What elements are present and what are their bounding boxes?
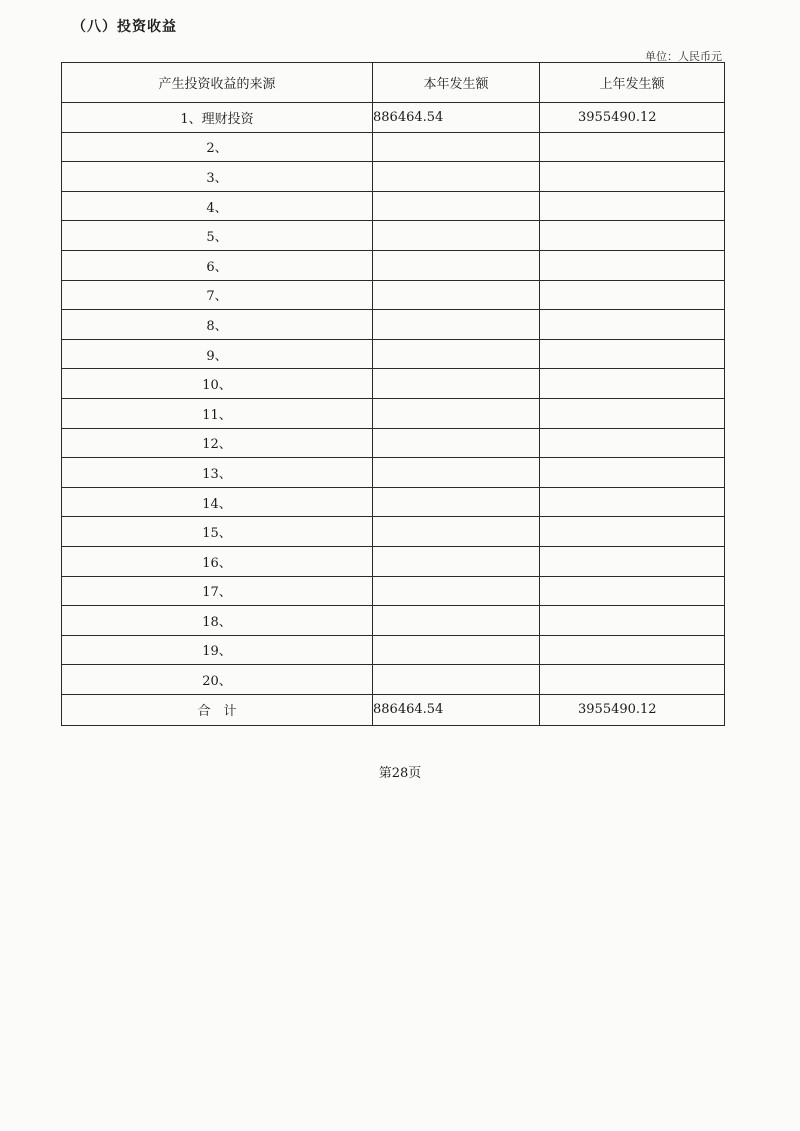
table-row <box>62 310 725 340</box>
row-source: 15、 <box>62 517 373 547</box>
row-prior-year <box>540 250 725 280</box>
table-row <box>62 487 725 517</box>
header-current-year: 本年发生额 <box>373 63 540 103</box>
table-row <box>62 162 725 192</box>
table-row <box>62 635 725 665</box>
investment-income-table <box>61 62 725 726</box>
row-source: 13、 <box>62 458 373 488</box>
unit-label: 单位：人民币元 <box>645 50 722 63</box>
table-row <box>62 517 725 547</box>
table-row <box>62 398 725 428</box>
table-row <box>62 250 725 280</box>
row-source: 8、 <box>62 310 373 340</box>
row-source: 19、 <box>62 635 373 665</box>
row-source: 20、 <box>62 665 373 695</box>
row-prior-year <box>540 665 725 695</box>
total-label: 合 计 <box>62 694 373 725</box>
row-source: 17、 <box>62 576 373 606</box>
row-current-year <box>373 606 540 636</box>
row-prior-year <box>540 428 725 458</box>
row-current-year <box>373 487 540 517</box>
row-prior-year <box>540 280 725 310</box>
row-current-year <box>373 576 540 606</box>
row-current-year <box>373 546 540 576</box>
row-current-year <box>373 458 540 488</box>
row-current-year <box>373 398 540 428</box>
row-source: 10、 <box>62 369 373 399</box>
row-prior-year <box>540 458 725 488</box>
row-prior-year <box>540 487 725 517</box>
table-row <box>62 606 725 636</box>
row-current-year <box>373 280 540 310</box>
row-current-year <box>373 665 540 695</box>
table-row <box>62 546 725 576</box>
table-row <box>62 280 725 310</box>
row-prior-year <box>540 546 725 576</box>
total-prior-year: 3955490.12 <box>540 694 725 725</box>
table-row <box>62 369 725 399</box>
row-prior-year <box>540 517 725 547</box>
table-row <box>62 428 725 458</box>
row-source: 3、 <box>62 162 373 192</box>
row-source: 4、 <box>62 191 373 221</box>
row-source: 6、 <box>62 250 373 280</box>
section-title: （八）投资收益 <box>72 19 177 35</box>
row-source: 16、 <box>62 546 373 576</box>
table-row <box>62 132 725 162</box>
row-current-year <box>373 250 540 280</box>
row-current-year <box>373 635 540 665</box>
row-prior-year <box>540 369 725 399</box>
row-prior-year <box>540 221 725 251</box>
row-current-year <box>373 221 540 251</box>
row-prior-year <box>540 606 725 636</box>
row-prior-year <box>540 576 725 606</box>
row-current-year <box>373 191 540 221</box>
total-row <box>62 694 725 725</box>
row-source: 1、理财投资 <box>62 103 373 133</box>
header-source: 产生投资收益的来源 <box>62 63 373 103</box>
row-prior-year <box>540 635 725 665</box>
row-current-year <box>373 339 540 369</box>
row-current-year <box>373 310 540 340</box>
row-source: 9、 <box>62 339 373 369</box>
row-source: 18、 <box>62 606 373 636</box>
row-current-year <box>373 517 540 547</box>
table-row <box>62 665 725 695</box>
row-current-year: 886464.54 <box>373 103 540 133</box>
page-number: 第28页 <box>378 766 422 781</box>
row-current-year <box>373 428 540 458</box>
row-source: 12、 <box>62 428 373 458</box>
row-source: 7、 <box>62 280 373 310</box>
table-header-row <box>62 63 725 103</box>
row-prior-year: 3955490.12 <box>540 103 725 133</box>
table-row <box>62 221 725 251</box>
table-row <box>62 339 725 369</box>
table-row <box>62 576 725 606</box>
row-prior-year <box>540 339 725 369</box>
row-prior-year <box>540 162 725 192</box>
table-row <box>62 191 725 221</box>
row-source: 5、 <box>62 221 373 251</box>
row-current-year <box>373 162 540 192</box>
row-current-year <box>373 369 540 399</box>
row-prior-year <box>540 132 725 162</box>
row-current-year <box>373 132 540 162</box>
row-prior-year <box>540 191 725 221</box>
row-prior-year <box>540 398 725 428</box>
row-source: 2、 <box>62 132 373 162</box>
table-row <box>62 103 725 133</box>
row-prior-year <box>540 310 725 340</box>
row-source: 14、 <box>62 487 373 517</box>
row-source: 11、 <box>62 398 373 428</box>
total-current-year: 886464.54 <box>373 694 540 725</box>
header-prior-year: 上年发生额 <box>540 63 725 103</box>
table-row <box>62 458 725 488</box>
